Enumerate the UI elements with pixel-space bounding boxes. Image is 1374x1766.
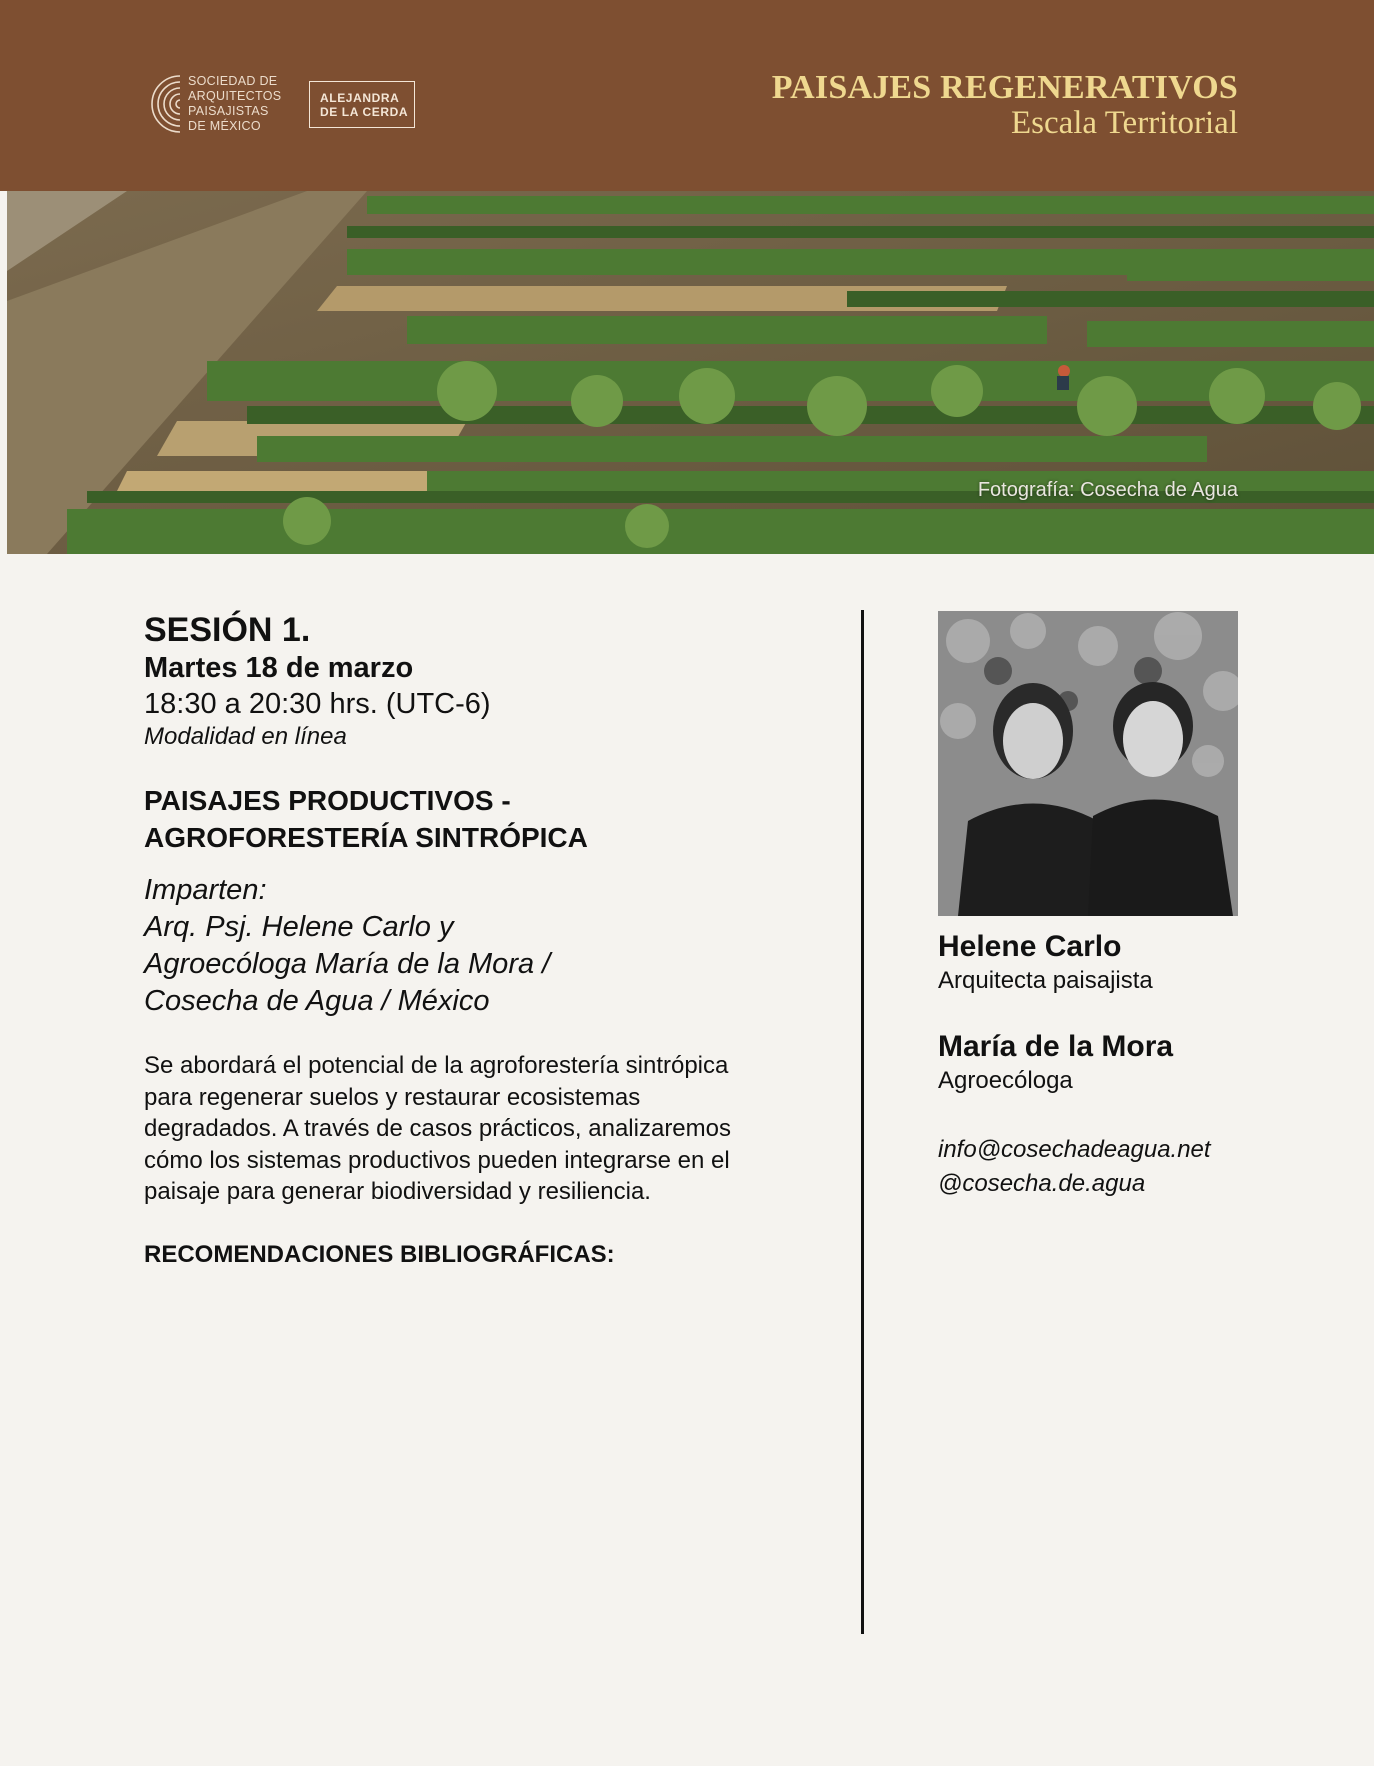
- sapm-logo: [144, 72, 281, 136]
- concentric-arcs-icon: [144, 72, 182, 136]
- page-title: PAISAJES REGENERATIVOS: [771, 69, 1238, 106]
- session-details: [144, 610, 824, 1270]
- sapm-logo-line: SOCIEDAD DE: [188, 74, 278, 88]
- page-subtitle: Escala Territorial: [1010, 105, 1238, 141]
- header-banner: [0, 0, 1374, 191]
- column-divider: [861, 610, 864, 1634]
- speakers-info: [938, 929, 1268, 1201]
- session-time: 18:30 a 20:30 hrs. (UTC-6): [144, 688, 491, 720]
- bibliography-heading: RECOMENDACIONES BIBLIOGRÁFICAS:: [144, 1240, 615, 1268]
- session-date: Martes 18 de marzo: [144, 652, 414, 684]
- instructors-line: Imparten:: [144, 874, 267, 906]
- instructors-line: Cosecha de Agua / México: [144, 985, 490, 1017]
- speakers-portrait: [938, 611, 1238, 916]
- speaker-role: Arquitecta paisajista: [938, 967, 1153, 994]
- header-title-block: [772, 70, 1238, 140]
- course-title: [144, 782, 824, 856]
- course-title-line: PAISAJES PRODUCTIVOS -: [144, 785, 511, 816]
- description-line: paisaje para generar biodiversidad y resiliencia.: [144, 1178, 651, 1205]
- instructors-line: Arq. Psj. Helene Carlo y: [144, 911, 454, 943]
- instructors-block: [144, 872, 824, 1020]
- speaker-role: Agroecóloga: [938, 1067, 1073, 1094]
- adlc-logo-line: ALEJANDRA: [320, 91, 400, 105]
- description-line: cómo los sistemas productivos pueden integrarse en el: [144, 1146, 730, 1174]
- description-line: degradados. A través de casos prácticos, analizaremos: [144, 1115, 731, 1142]
- speaker-card: [938, 1029, 1268, 1097]
- sapm-logo-line: DE MÉXICO: [188, 119, 261, 133]
- speakers-photo-image: [938, 611, 1238, 916]
- instructors-line: Agroecóloga María de la Mora /: [144, 948, 551, 980]
- sapm-logo-text: [188, 74, 281, 134]
- session-description: [144, 1050, 824, 1208]
- contact-email[interactable]: info@cosechadeagua.net: [938, 1136, 1211, 1163]
- speaker-name: María de la Mora: [938, 1030, 1174, 1063]
- contact-social-handle[interactable]: @cosecha.de.agua: [938, 1170, 1146, 1197]
- description-line: para regenerar suelos y restaurar ecosistemas: [144, 1083, 641, 1111]
- sapm-logo-line: PAISAJISTAS: [188, 104, 269, 118]
- adlc-logo: [309, 81, 415, 128]
- adlc-logo-line: DE LA CERDA: [320, 105, 409, 119]
- photo-credit: Fotografía: Cosecha de Agua: [977, 479, 1238, 501]
- speaker-card: [938, 929, 1268, 997]
- session-modality: Modalidad en línea: [144, 723, 347, 750]
- description-line: Se abordará el potencial de la agroforestería sintrópica: [144, 1052, 729, 1079]
- contact-block: [938, 1133, 1268, 1201]
- speaker-name: Helene Carlo: [938, 930, 1122, 963]
- course-title-line: AGROFORESTERÍA SINTRÓPICA: [144, 822, 588, 853]
- sapm-logo-line: ARQUITECTOS: [188, 89, 282, 103]
- session-number: SESIÓN 1.: [144, 611, 311, 649]
